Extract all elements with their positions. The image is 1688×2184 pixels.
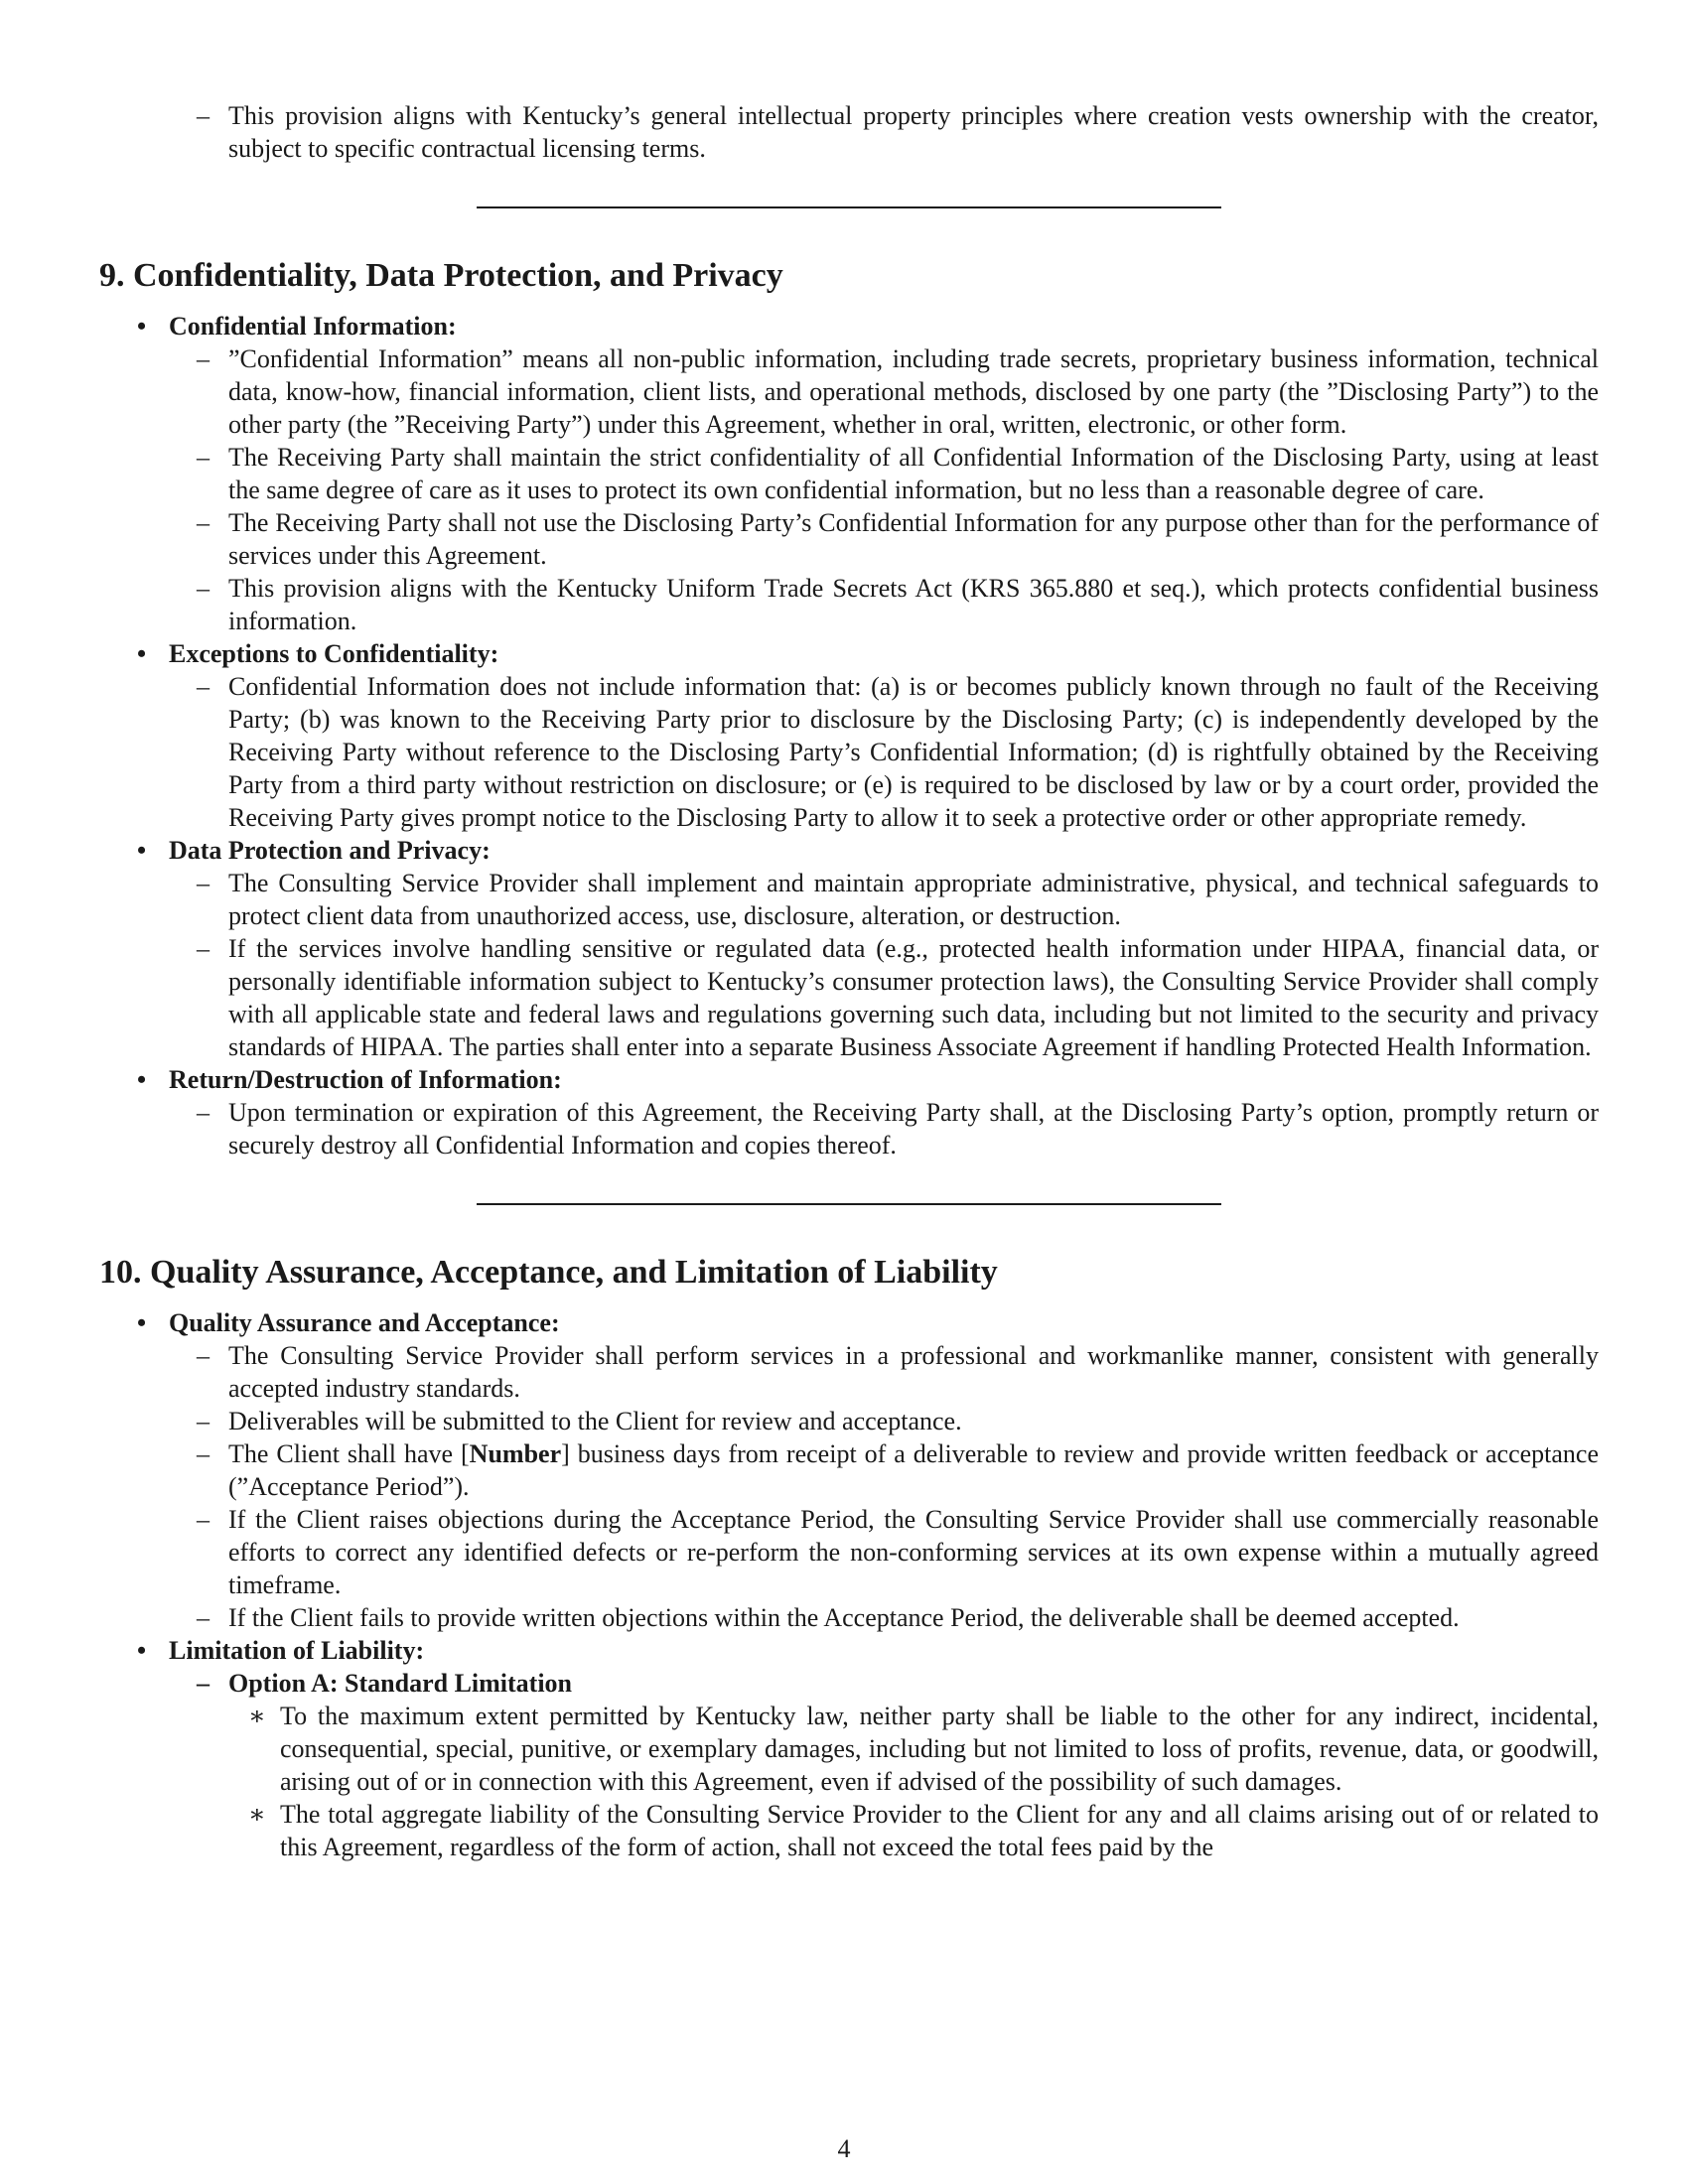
list-item	[99, 99, 1599, 165]
group-title: • Exceptions to Confidentiality:	[137, 639, 499, 668]
list-item: – ”Confidential Information” means all non-public information, including trade secrets, proprietary business information, technical data, know-how, financial information, client lists, and operational methods, disclosed by one party (the ”Disclosing Party”) to the other party (the ”Receiving Party”) under this Agreement, whether in oral, written, electronic, or other form.	[197, 344, 1599, 439]
list-item: – Deliverables will be submitted to the Client for review and acceptance.	[197, 1407, 962, 1435]
section-10-heading: 10. Quality Assurance, Acceptance, and Limitation of Liability	[99, 1254, 998, 1291]
option-title: – Option A: Standard Limitation	[197, 1669, 573, 1698]
section-divider	[477, 1203, 1221, 1205]
list-item: ∗ The total aggregate liability of the Consulting Service Provider to the Client for any and all claims arising out of or related to this Agreement, regardless of the form of action, shall not exceed the total fees paid by the	[248, 1800, 1599, 1861]
list-item: – If the Client raises objections during the Acceptance Period, the Consulting Service Provider shall use commercially reasonable efforts to correct any identified defects or re-perform the non-conforming services at its own expense within a mutually agreed timeframe.	[197, 1505, 1599, 1599]
list-item: – The Client shall have [Number] business days from receipt of a deliverable to review and provide written feedback or acceptance (”Acceptance Period”).	[197, 1439, 1599, 1501]
group-title: • Data Protection and Privacy:	[137, 836, 491, 865]
list-item: – Confidential Information does not include information that: (a) is or becomes publicly known through no fault of the Receiving Party; (b) was known to the Receiving Party prior to disclosure by the Disclosing Party; (c) is independently developed by the Receiving Party without reference to the Disclosing Party’s Confidential Information; (d) is rightfully obtained by the Receiving Party from a third party without restriction on disclosure; or (e) is required to be disclosed by law or by a court order, provided the Receiving Party gives prompt notice to the Disclosing Party to allow it to seek a protective order or other appropriate remedy.	[197, 672, 1599, 832]
list-item: – This provision aligns with the Kentucky Uniform Trade Secrets Act (KRS 365.880 et seq.), which protects confidential business information.	[197, 574, 1599, 635]
group-title: • Limitation of Liability:	[137, 1636, 425, 1665]
list-item: – If the services involve handling sensitive or regulated data (e.g., protected health information under HIPAA, financial data, or personally identifiable information subject to Kentucky’s consumer protection laws), the Consulting Service Provider shall comply with all applicable state and federal laws and regulations governing such data, including but not limited to the security and privacy standards of HIPAA. The parties shall enter into a separate Business Associate Agreement if handling Protected Health Information.	[197, 934, 1599, 1061]
page-content	[99, 99, 1599, 1863]
list-item: – Upon termination or expiration of this Agreement, the Receiving Party shall, at the Disclosing Party’s option, promptly return or securely destroy all Confidential Information and copies thereof.	[197, 1098, 1599, 1160]
section-9-heading: 9. Confidentiality, Data Protection, and Privacy	[99, 257, 783, 294]
group-title: • Return/Destruction of Information:	[137, 1065, 562, 1094]
bullet-marker: •	[137, 312, 147, 341]
section-divider	[477, 206, 1221, 208]
paragraph-text: This provision aligns with Kentucky’s general intellectual property principles where creation vests ownership with the creator, subject to specific contractual licensing terms.	[228, 101, 1599, 163]
group-title: • Quality Assurance and Acceptance:	[137, 1308, 560, 1337]
dash-marker: –	[197, 101, 210, 130]
star-marker: ∗	[248, 1702, 266, 1730]
list-item: ∗ To the maximum extent permitted by Kentucky law, neither party shall be liable to the other for any indirect, incidental, consequential, special, punitive, or exemplary damages, including but not limited to loss of profits, revenue, data, or goodwill, arising out of or in connection with this Agreement, even if advised of the possibility of such damages.	[248, 1702, 1599, 1796]
page-number: 4	[837, 2134, 851, 2163]
number-placeholder: Number	[469, 1439, 562, 1468]
list-item: – The Receiving Party shall maintain the strict confidentiality of all Confidential Information of the Disclosing Party, using at least the same degree of care as it uses to protect its own confidential information, but no less than a reasonable degree of care.	[197, 443, 1599, 504]
list-item: – The Consulting Service Provider shall perform services in a professional and workmanlike manner, consistent with generally accepted industry standards.	[197, 1341, 1599, 1403]
list-item: – The Receiving Party shall not use the Disclosing Party’s Confidential Information for any purpose other than for the performance of services under this Agreement.	[197, 508, 1599, 570]
group-title: • Confidential Information:	[137, 312, 457, 341]
list-item: – If the Client fails to provide written objections within the Acceptance Period, the deliverable shall be deemed accepted.	[197, 1603, 1460, 1632]
list-item: – The Consulting Service Provider shall implement and maintain appropriate administrative, physical, and technical safeguards to protect client data from unauthorized access, use, disclosure, alteration, or destruction.	[197, 869, 1599, 930]
